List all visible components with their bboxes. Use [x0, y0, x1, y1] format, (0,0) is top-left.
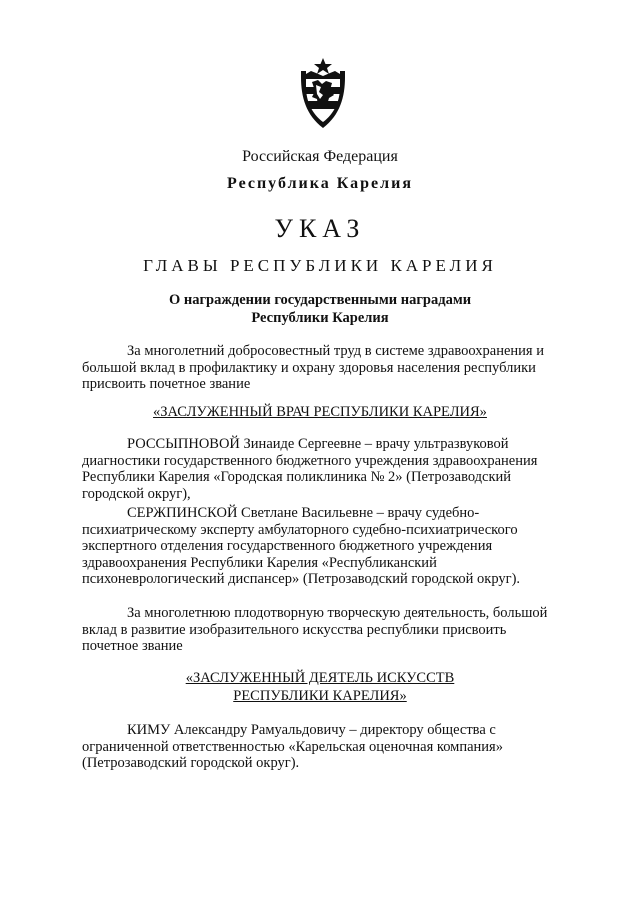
paragraph-line: здравоохранения Республики Карелия «Республиканский — [82, 554, 437, 571]
awardee-paragraph — [82, 505, 570, 588]
paragraph-line: психиатрическому эксперту амбулаторного судебно-психиатрического — [82, 521, 518, 538]
paragraph-line — [82, 436, 570, 453]
document-issuer: ГЛАВЫ РЕСПУБЛИКИ КАРЕЛИЯ — [143, 256, 497, 275]
honorary-title — [0, 669, 640, 705]
honorary-title-line: «ЗАСЛУЖЕННЫЙ ДЕЯТЕЛЬ ИСКУССТВ — [185, 670, 455, 686]
awardee-paragraph — [82, 722, 570, 772]
paragraph-line: За многолетний добросовестный труд в системе здравоохранения и — [127, 343, 544, 359]
paragraph-line: присвоить почетное звание — [82, 376, 251, 392]
honorary-title-line: РЕСПУБЛИКИ КАРЕЛИЯ» — [233, 688, 407, 704]
paragraph-line: психоневрологический диспансер» (Петрозаводский городской округ). — [82, 571, 521, 587]
awardee-surname: РОССЫПНОВОЙ — [127, 436, 240, 452]
paragraph-line: За многолетнюю плодотворную творческую деятельность, большой — [127, 605, 548, 621]
awardee-details: Зинаиде Сергеевне – врачу ультразвуковой — [243, 436, 509, 452]
paragraph-line: почетное звание — [82, 638, 183, 654]
paragraph-line: ограниченной ответственностью «Карельская оценочная компания» — [82, 738, 503, 755]
subject-line: О награждении государственными наградами — [168, 292, 472, 308]
paragraph-line: большой вклад в профилактику и охрану здоровья населения республики — [82, 359, 536, 376]
paragraph-line: городской округ), — [82, 485, 191, 502]
award-intro-paragraph — [82, 343, 570, 393]
republic-name: Республика Карелия — [227, 175, 413, 192]
paragraph-line: вклад в развитие изобразительного искусства республики присвоить — [82, 621, 507, 638]
paragraph-line: КИМУ Александру Рамуальдовичу – директору общества с — [127, 722, 496, 738]
paragraph-line: диагностики государственного бюджетного учреждения здравоохранения — [82, 452, 538, 469]
document-type: УКАЗ — [274, 214, 366, 243]
paragraph-line: экспертного отделения государственного бюджетного учреждения — [82, 538, 493, 554]
honorary-title: «ЗАСЛУЖЕННЫЙ ВРАЧ РЕСПУБЛИКИ КАРЕЛИЯ» — [153, 404, 487, 420]
paragraph-line — [82, 505, 570, 522]
awardee-details: Светлане Васильевне – врачу судебно- — [241, 505, 480, 521]
paragraph-line: Республики Карелия «Городская поликлиника № 2» (Петрозаводский — [82, 469, 512, 485]
subject-line: Республики Карелия — [251, 310, 389, 326]
awardee-paragraph — [82, 436, 570, 502]
karelia-coat-of-arms-icon — [296, 57, 350, 129]
awardee-surname: СЕРЖПИНСКОЙ — [127, 505, 238, 521]
paragraph-line: (Петрозаводский городской округ). — [82, 755, 300, 771]
award-intro-paragraph — [82, 605, 570, 655]
document-subject — [0, 291, 640, 327]
country-name: Российская Федерация — [242, 148, 398, 165]
